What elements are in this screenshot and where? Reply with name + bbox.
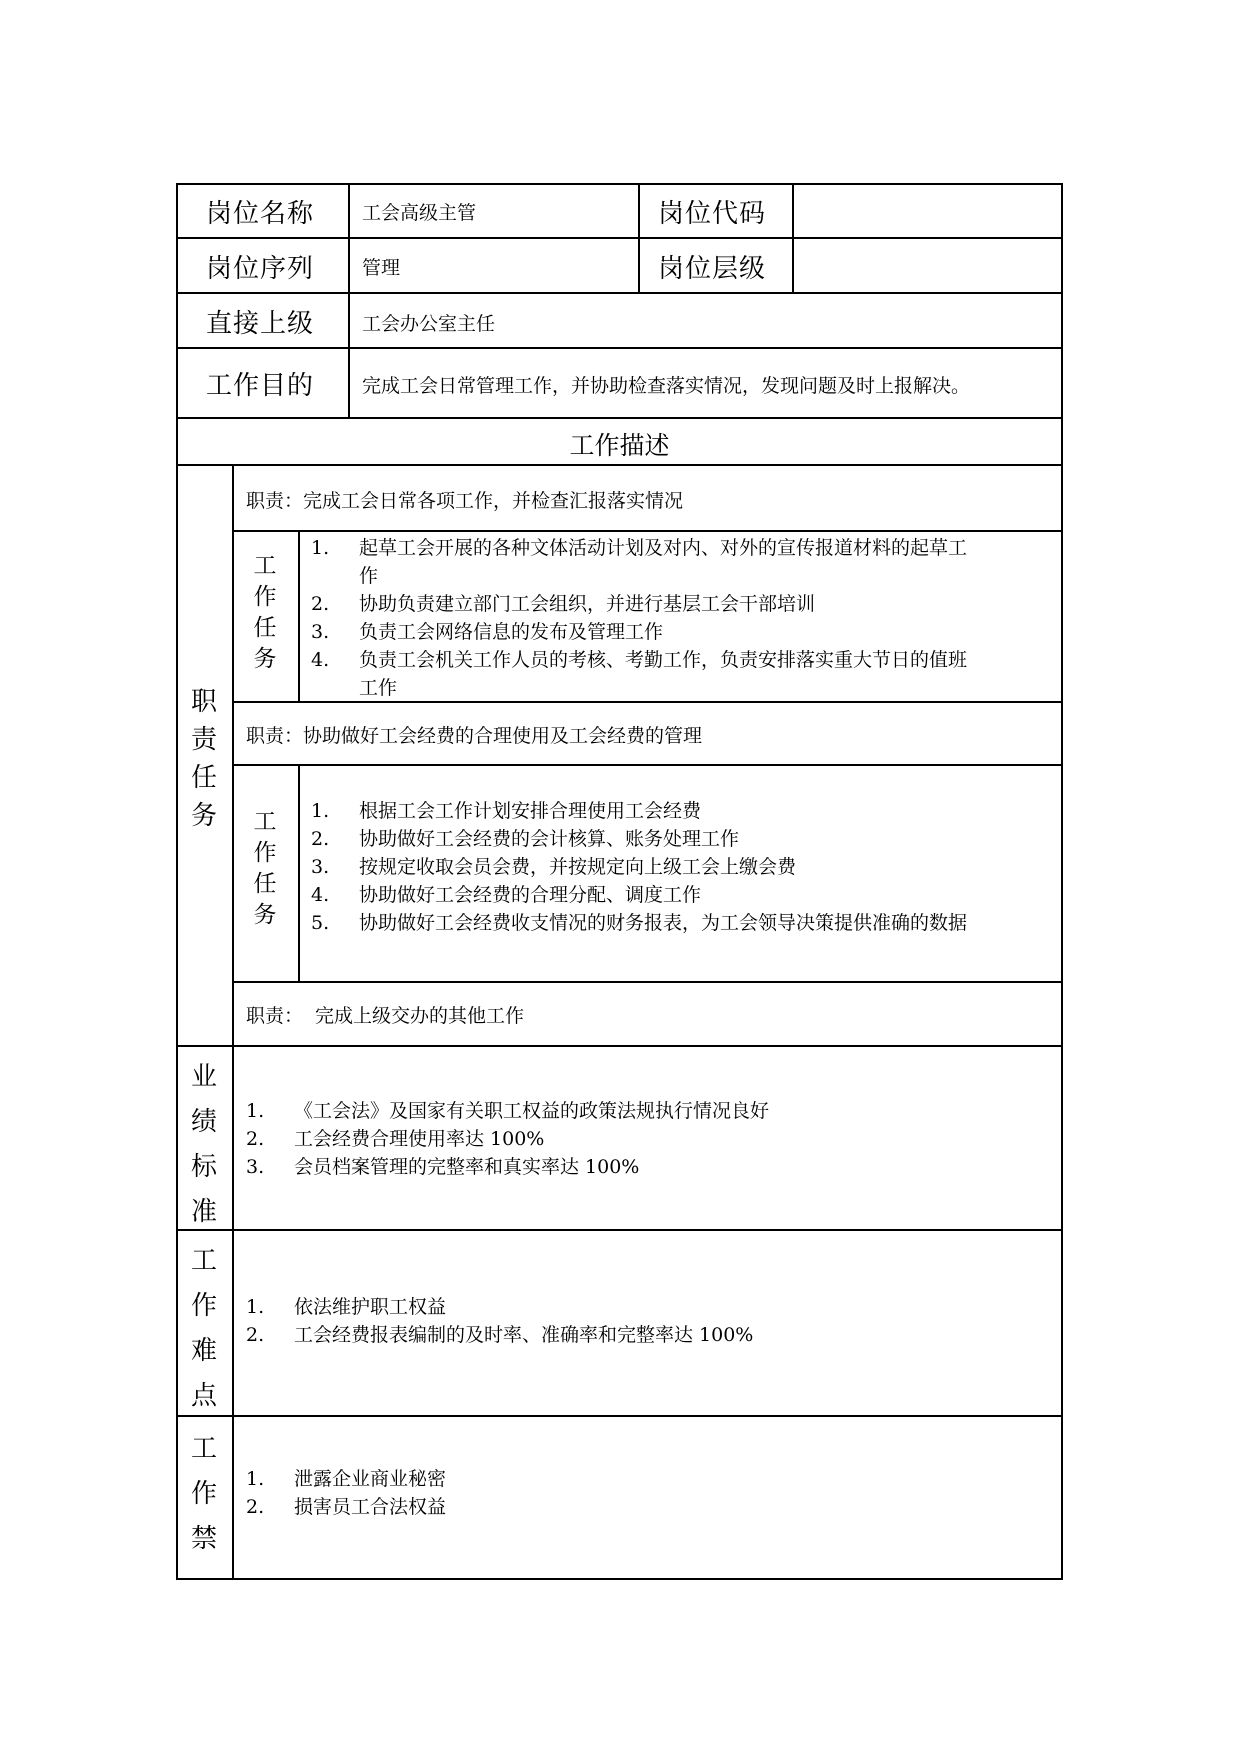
list-item: 2. 损害员工合法权益: [246, 1496, 447, 1518]
list-item-cont: 作: [359, 565, 379, 587]
duty2-task-list: [311, 797, 1056, 937]
performance-section-label: 业 绩 标 准: [190, 1062, 217, 1227]
divider-duty1-label: [233, 530, 1063, 532]
divider-desc-title: [176, 464, 1063, 466]
list-item: 1. 起草工会开展的各种文体活动计划及对内、对外的宣传报道材料的起草工: [311, 537, 968, 559]
col-divider-mid2: [792, 183, 794, 292]
job-description-table: [176, 183, 1063, 1580]
duty1-task-list: [311, 534, 1056, 702]
list-item: 3. 按规定收取会员会费，并按规定向上级工会上缴会费: [311, 856, 797, 878]
list-item: 5. 协助做好工会经费收支情况的财务报表，为工会领导决策提供准确的数据: [311, 912, 968, 934]
position-sequence-value: 管理: [362, 257, 401, 279]
border-bottom: [176, 1578, 1063, 1580]
duty3-label: 职责：: [246, 1005, 304, 1027]
label-direct-superior: 直接上级: [206, 309, 315, 339]
performance-list: [246, 1097, 769, 1181]
list-item: 1. 《工会法》及国家有关职工权益的政策法规执行情况良好: [246, 1100, 770, 1122]
duty1-heading: [246, 486, 683, 513]
divider-difficulties-end: [176, 1415, 1063, 1417]
list-item-cont: 工作: [359, 677, 398, 699]
divider-row4: [176, 417, 1063, 419]
divider-duties-end: [176, 1045, 1063, 1047]
list-item: 1. 泄露企业商业秘密: [246, 1468, 447, 1490]
duty1-label: 职责：: [246, 490, 304, 512]
list-item: 2. 协助负责建立部门工会组织，并进行基层工会干部培训: [311, 593, 816, 615]
list-item: 4. 负责工会机关工作人员的考核、考勤工作，负责安排落实重大节日的值班: [311, 649, 968, 671]
divider-duty2-label: [233, 764, 1063, 766]
list-item: 2. 工会经费合理使用率达 100%: [246, 1128, 545, 1150]
list-item: 4. 协助做好工会经费的合理分配、调度工作: [311, 884, 702, 906]
difficulties-list: [246, 1293, 753, 1349]
divider-row2: [176, 292, 1063, 294]
divider-duty2-tasks: [233, 981, 1063, 983]
border-top: [176, 183, 1063, 185]
label-position-sequence: 岗位序列: [206, 254, 315, 284]
list-item: 3. 会员档案管理的完整率和真实率达 100%: [246, 1156, 640, 1178]
col-divider-label: [348, 183, 350, 417]
label-position-name: 岗位名称: [206, 199, 315, 229]
col-divider-mid: [638, 183, 640, 292]
duty2-label: 职责：: [246, 725, 304, 747]
prohibitions-section-label: 工 作 禁: [190, 1434, 217, 1554]
divider-performance-end: [176, 1229, 1063, 1231]
duty2-heading: [246, 721, 702, 748]
list-item: 2. 工会经费报表编制的及时率、准确率和完整率达 100%: [246, 1324, 754, 1346]
divider-row1: [176, 237, 1063, 239]
difficulties-section-label: 工 作 难 点: [190, 1246, 217, 1411]
label-work-purpose: 工作目的: [206, 371, 315, 401]
label-position-code: 岗位代码: [658, 199, 767, 229]
list-item: 2. 协助做好工会经费的会计核算、账务处理工作: [311, 828, 740, 850]
duty3-text: 完成上级交办的其他工作: [315, 1005, 525, 1027]
duty2-task-label: 工 作 任 务: [253, 809, 277, 928]
list-item: 1. 依法维护职工权益: [246, 1296, 447, 1318]
duty1-task-label: 工 作 任 务: [253, 553, 277, 672]
prohibitions-list: [246, 1465, 446, 1521]
position-name-value: 工会高级主管: [362, 202, 477, 224]
duty3-heading: [246, 1001, 524, 1028]
col-divider-section: [232, 464, 234, 1578]
duty1-text: 完成工会日常各项工作，并检查汇报落实情况: [303, 490, 684, 512]
col-divider-tasks1: [298, 530, 300, 701]
list-item: 1. 根据工会工作计划安排合理使用工会经费: [311, 800, 702, 822]
divider-row3: [176, 347, 1063, 349]
label-position-level: 岗位层级: [658, 254, 767, 284]
work-purpose-value: 完成工会日常管理工作，并协助检查落实情况，发现问题及时上报解决。: [362, 375, 971, 397]
duties-section-label: 职 责 任 务: [190, 687, 217, 831]
list-item: 3. 负责工会网络信息的发布及管理工作: [311, 621, 664, 643]
border-right: [1061, 183, 1063, 1580]
duty2-text: 协助做好工会经费的合理使用及工会经费的管理: [303, 725, 703, 747]
direct-superior-value: 工会办公室主任: [362, 313, 496, 335]
description-title: 工作描述: [569, 431, 670, 460]
col-divider-tasks2: [298, 764, 300, 981]
border-left: [176, 183, 178, 1580]
